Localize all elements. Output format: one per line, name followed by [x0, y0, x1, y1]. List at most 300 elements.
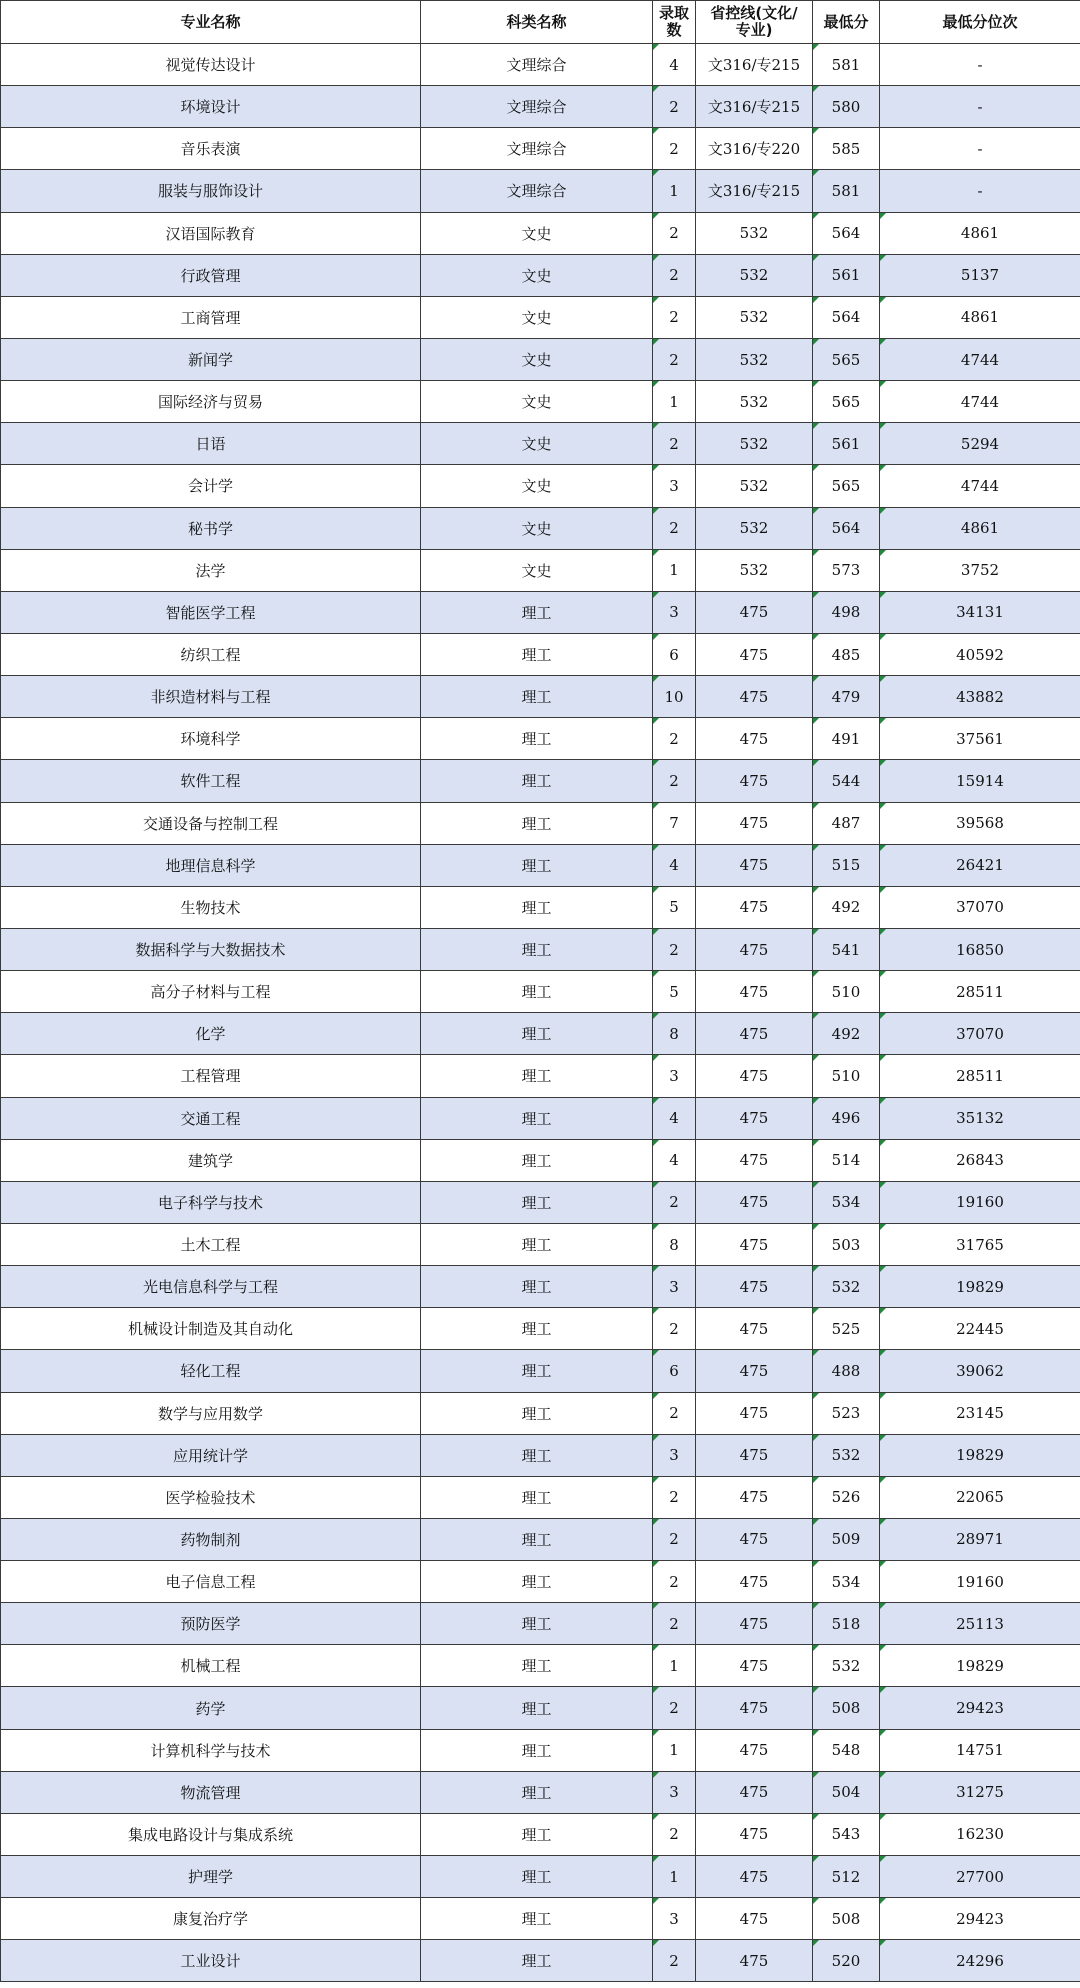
category-cell: 理工	[421, 591, 653, 633]
admitted-count-cell: 6	[653, 633, 696, 675]
lowest-score-cell: 520	[813, 1940, 880, 1982]
table-row	[1, 802, 1080, 844]
category-cell: 理工	[421, 1813, 653, 1855]
lowest-score-cell: 548	[813, 1729, 880, 1771]
admitted-count-cell: 2	[653, 928, 696, 970]
lowest-score-cell: 479	[813, 676, 880, 718]
lowest-rank-cell: 28511	[880, 1055, 1080, 1097]
control-line-cell: 475	[696, 633, 813, 675]
control-line-cell: 532	[696, 381, 813, 423]
lowest-rank-cell: 26843	[880, 1139, 1080, 1181]
lowest-rank-cell: 5137	[880, 254, 1080, 296]
major-name-cell: 交通设备与控制工程	[1, 802, 421, 844]
admitted-count-cell: 2	[653, 1476, 696, 1518]
lowest-rank-cell: 4744	[880, 338, 1080, 380]
major-name-cell: 新闻学	[1, 338, 421, 380]
table-row	[1, 170, 1080, 212]
lowest-score-cell: 534	[813, 1561, 880, 1603]
control-line-cell: 532	[696, 212, 813, 254]
header-major-name: 专业名称	[1, 1, 421, 44]
admitted-count-cell: 2	[653, 1940, 696, 1982]
admitted-count-cell: 6	[653, 1350, 696, 1392]
major-name-cell: 秘书学	[1, 507, 421, 549]
lowest-rank-cell: 19829	[880, 1645, 1080, 1687]
category-cell: 理工	[421, 633, 653, 675]
major-name-cell: 软件工程	[1, 760, 421, 802]
major-name-cell: 电子科学与技术	[1, 1181, 421, 1223]
lowest-rank-cell: 4861	[880, 212, 1080, 254]
table-row	[1, 507, 1080, 549]
admitted-count-cell: 2	[653, 1181, 696, 1223]
lowest-rank-cell: 37070	[880, 1013, 1080, 1055]
category-cell: 理工	[421, 1392, 653, 1434]
major-name-cell: 纺织工程	[1, 633, 421, 675]
major-name-cell: 工程管理	[1, 1055, 421, 1097]
control-line-cell: 532	[696, 254, 813, 296]
control-line-cell: 475	[696, 1561, 813, 1603]
control-line-cell: 475	[696, 1771, 813, 1813]
table-row	[1, 928, 1080, 970]
category-cell: 理工	[421, 1856, 653, 1898]
lowest-score-cell: 532	[813, 1645, 880, 1687]
lowest-rank-cell: 37070	[880, 886, 1080, 928]
lowest-rank-cell: -	[880, 128, 1080, 170]
major-name-cell: 工商管理	[1, 296, 421, 338]
category-cell: 理工	[421, 1308, 653, 1350]
lowest-score-cell: 565	[813, 465, 880, 507]
admitted-count-cell: 4	[653, 1139, 696, 1181]
lowest-rank-cell: 14751	[880, 1729, 1080, 1771]
control-line-cell: 475	[696, 591, 813, 633]
admitted-count-cell: 1	[653, 549, 696, 591]
header-row	[1, 1, 1080, 44]
control-line-cell: 475	[696, 718, 813, 760]
lowest-rank-cell: 19160	[880, 1561, 1080, 1603]
table-row	[1, 381, 1080, 423]
table-row	[1, 1518, 1080, 1560]
table-row	[1, 760, 1080, 802]
lowest-rank-cell: 16230	[880, 1813, 1080, 1855]
category-cell: 理工	[421, 1223, 653, 1265]
lowest-score-cell: 541	[813, 928, 880, 970]
major-name-cell: 化学	[1, 1013, 421, 1055]
lowest-rank-cell: 31765	[880, 1223, 1080, 1265]
admitted-count-cell: 2	[653, 212, 696, 254]
table-row	[1, 338, 1080, 380]
lowest-rank-cell: 3752	[880, 549, 1080, 591]
lowest-score-cell: 534	[813, 1181, 880, 1223]
control-line-cell: 475	[696, 1813, 813, 1855]
lowest-rank-cell: 35132	[880, 1097, 1080, 1139]
table-row	[1, 676, 1080, 718]
table-row	[1, 1940, 1080, 1982]
major-name-cell: 康复治疗学	[1, 1898, 421, 1940]
table-row	[1, 128, 1080, 170]
control-line-cell: 532	[696, 465, 813, 507]
admitted-count-cell: 4	[653, 1097, 696, 1139]
control-line-cell: 475	[696, 676, 813, 718]
category-cell: 理工	[421, 1434, 653, 1476]
admitted-count-cell: 2	[653, 296, 696, 338]
lowest-score-cell: 514	[813, 1139, 880, 1181]
control-line-cell: 475	[696, 1097, 813, 1139]
control-line-cell: 475	[696, 1603, 813, 1645]
table-row	[1, 1181, 1080, 1223]
category-cell: 理工	[421, 1771, 653, 1813]
category-cell: 文史	[421, 423, 653, 465]
major-name-cell: 会计学	[1, 465, 421, 507]
lowest-rank-cell: 4744	[880, 465, 1080, 507]
major-name-cell: 电子信息工程	[1, 1561, 421, 1603]
lowest-rank-cell: 43882	[880, 676, 1080, 718]
category-cell: 理工	[421, 844, 653, 886]
admitted-count-cell: 1	[653, 1729, 696, 1771]
major-name-cell: 集成电路设计与集成系统	[1, 1813, 421, 1855]
category-cell: 理工	[421, 1518, 653, 1560]
lowest-rank-cell: 16850	[880, 928, 1080, 970]
control-line-cell: 532	[696, 549, 813, 591]
lowest-score-cell: 543	[813, 1813, 880, 1855]
control-line-cell: 475	[696, 1308, 813, 1350]
lowest-score-cell: 523	[813, 1392, 880, 1434]
table-row	[1, 465, 1080, 507]
lowest-score-cell: 508	[813, 1687, 880, 1729]
admitted-count-cell: 4	[653, 844, 696, 886]
category-cell: 文史	[421, 507, 653, 549]
control-line-cell: 475	[696, 1055, 813, 1097]
lowest-rank-cell: 40592	[880, 633, 1080, 675]
table-body	[1, 44, 1080, 1982]
lowest-rank-cell: 31275	[880, 1771, 1080, 1813]
control-line-cell: 475	[696, 844, 813, 886]
category-cell: 理工	[421, 718, 653, 760]
major-name-cell: 高分子材料与工程	[1, 971, 421, 1013]
table-row	[1, 1645, 1080, 1687]
admitted-count-cell: 5	[653, 971, 696, 1013]
admitted-count-cell: 2	[653, 423, 696, 465]
table-row	[1, 1392, 1080, 1434]
control-line-cell: 532	[696, 423, 813, 465]
control-line-cell: 475	[696, 1392, 813, 1434]
category-cell: 文理综合	[421, 86, 653, 128]
category-cell: 理工	[421, 1898, 653, 1940]
lowest-rank-cell: 4861	[880, 507, 1080, 549]
header-lowest-score-rank: 最低分位次	[880, 1, 1080, 44]
lowest-score-cell: 504	[813, 1771, 880, 1813]
admitted-count-cell: 7	[653, 802, 696, 844]
control-line-cell: 475	[696, 886, 813, 928]
admitted-count-cell: 10	[653, 676, 696, 718]
category-cell: 文史	[421, 381, 653, 423]
lowest-score-cell: 564	[813, 212, 880, 254]
admitted-count-cell: 2	[653, 718, 696, 760]
category-cell: 理工	[421, 1729, 653, 1771]
lowest-rank-cell: 29423	[880, 1898, 1080, 1940]
category-cell: 文理综合	[421, 170, 653, 212]
lowest-rank-cell: 24296	[880, 1940, 1080, 1982]
admitted-count-cell: 2	[653, 507, 696, 549]
lowest-score-cell: 510	[813, 971, 880, 1013]
table-row	[1, 591, 1080, 633]
table-row	[1, 844, 1080, 886]
admitted-count-cell: 3	[653, 1055, 696, 1097]
lowest-score-cell: 564	[813, 507, 880, 549]
lowest-rank-cell: -	[880, 170, 1080, 212]
lowest-rank-cell: -	[880, 86, 1080, 128]
major-name-cell: 地理信息科学	[1, 844, 421, 886]
table-header	[1, 1, 1080, 44]
category-cell: 文史	[421, 296, 653, 338]
table-row	[1, 44, 1080, 86]
control-line-cell: 475	[696, 1856, 813, 1898]
lowest-score-cell: 492	[813, 1013, 880, 1055]
lowest-rank-cell: 29423	[880, 1687, 1080, 1729]
category-cell: 理工	[421, 1181, 653, 1223]
category-cell: 文史	[421, 212, 653, 254]
major-name-cell: 计算机科学与技术	[1, 1729, 421, 1771]
major-name-cell: 环境科学	[1, 718, 421, 760]
admitted-count-cell: 3	[653, 591, 696, 633]
header-admitted-count: 录取数	[653, 1, 696, 44]
lowest-score-cell: 581	[813, 44, 880, 86]
table-row	[1, 1898, 1080, 1940]
major-name-cell: 预防医学	[1, 1603, 421, 1645]
lowest-score-cell: 561	[813, 254, 880, 296]
table-row	[1, 254, 1080, 296]
major-name-cell: 物流管理	[1, 1771, 421, 1813]
admitted-count-cell: 1	[653, 170, 696, 212]
control-line-cell: 文316/专215	[696, 86, 813, 128]
lowest-score-cell: 491	[813, 718, 880, 760]
admitted-count-cell: 2	[653, 1392, 696, 1434]
table-row	[1, 1476, 1080, 1518]
control-line-cell: 475	[696, 1687, 813, 1729]
category-cell: 理工	[421, 1645, 653, 1687]
control-line-cell: 475	[696, 1139, 813, 1181]
category-cell: 理工	[421, 971, 653, 1013]
lowest-score-cell: 515	[813, 844, 880, 886]
lowest-rank-cell: 28511	[880, 971, 1080, 1013]
major-name-cell: 汉语国际教育	[1, 212, 421, 254]
control-line-cell: 475	[696, 1645, 813, 1687]
lowest-score-cell: 585	[813, 128, 880, 170]
lowest-score-cell: 532	[813, 1266, 880, 1308]
table-row	[1, 296, 1080, 338]
table-row	[1, 1350, 1080, 1392]
control-line-cell: 532	[696, 507, 813, 549]
major-name-cell: 音乐表演	[1, 128, 421, 170]
major-name-cell: 智能医学工程	[1, 591, 421, 633]
control-line-cell: 532	[696, 338, 813, 380]
lowest-score-cell: 485	[813, 633, 880, 675]
lowest-rank-cell: 39568	[880, 802, 1080, 844]
control-line-cell: 475	[696, 1350, 813, 1392]
table-row	[1, 1561, 1080, 1603]
major-name-cell: 轻化工程	[1, 1350, 421, 1392]
admitted-count-cell: 2	[653, 1813, 696, 1855]
major-name-cell: 服装与服饰设计	[1, 170, 421, 212]
major-name-cell: 机械设计制造及其自动化	[1, 1308, 421, 1350]
admitted-count-cell: 8	[653, 1013, 696, 1055]
category-cell: 文史	[421, 549, 653, 591]
category-cell: 文理综合	[421, 44, 653, 86]
control-line-cell: 475	[696, 1476, 813, 1518]
category-cell: 理工	[421, 1013, 653, 1055]
major-name-cell: 日语	[1, 423, 421, 465]
control-line-cell: 475	[696, 1013, 813, 1055]
category-cell: 理工	[421, 928, 653, 970]
category-cell: 文史	[421, 465, 653, 507]
category-cell: 理工	[421, 886, 653, 928]
lowest-score-cell: 573	[813, 549, 880, 591]
control-line-cell: 文316/专215	[696, 44, 813, 86]
lowest-rank-cell: 19160	[880, 1181, 1080, 1223]
admitted-count-cell: 2	[653, 254, 696, 296]
lowest-score-cell: 492	[813, 886, 880, 928]
lowest-score-cell: 532	[813, 1434, 880, 1476]
category-cell: 文史	[421, 254, 653, 296]
table-row	[1, 1266, 1080, 1308]
category-cell: 文理综合	[421, 128, 653, 170]
lowest-score-cell: 565	[813, 338, 880, 380]
lowest-rank-cell: 34131	[880, 591, 1080, 633]
admitted-count-cell: 2	[653, 1561, 696, 1603]
admitted-count-cell: 2	[653, 1603, 696, 1645]
table-row	[1, 1771, 1080, 1813]
category-cell: 理工	[421, 1266, 653, 1308]
major-name-cell: 法学	[1, 549, 421, 591]
admitted-count-cell: 3	[653, 1434, 696, 1476]
table-row	[1, 1687, 1080, 1729]
major-name-cell: 药物制剂	[1, 1518, 421, 1560]
category-cell: 理工	[421, 802, 653, 844]
major-name-cell: 建筑学	[1, 1139, 421, 1181]
major-name-cell: 行政管理	[1, 254, 421, 296]
lowest-score-cell: 488	[813, 1350, 880, 1392]
control-line-cell: 475	[696, 1181, 813, 1223]
table-row	[1, 86, 1080, 128]
control-line-cell: 475	[696, 1223, 813, 1265]
lowest-score-cell: 580	[813, 86, 880, 128]
lowest-rank-cell: 26421	[880, 844, 1080, 886]
major-name-cell: 医学检验技术	[1, 1476, 421, 1518]
major-name-cell: 土木工程	[1, 1223, 421, 1265]
lowest-score-cell: 487	[813, 802, 880, 844]
major-name-cell: 工业设计	[1, 1940, 421, 1982]
category-cell: 理工	[421, 1940, 653, 1982]
lowest-rank-cell: 5294	[880, 423, 1080, 465]
category-cell: 理工	[421, 676, 653, 718]
lowest-rank-cell: 23145	[880, 1392, 1080, 1434]
lowest-score-cell: 503	[813, 1223, 880, 1265]
table-row	[1, 1139, 1080, 1181]
lowest-rank-cell: -	[880, 44, 1080, 86]
admitted-count-cell: 3	[653, 1771, 696, 1813]
major-name-cell: 生物技术	[1, 886, 421, 928]
lowest-score-cell: 496	[813, 1097, 880, 1139]
lowest-rank-cell: 25113	[880, 1603, 1080, 1645]
category-cell: 理工	[421, 1687, 653, 1729]
lowest-score-cell: 564	[813, 296, 880, 338]
category-cell: 理工	[421, 1603, 653, 1645]
lowest-rank-cell: 19829	[880, 1266, 1080, 1308]
major-name-cell: 非织造材料与工程	[1, 676, 421, 718]
control-line-cell: 532	[696, 296, 813, 338]
table-row	[1, 971, 1080, 1013]
lowest-rank-cell: 22445	[880, 1308, 1080, 1350]
admitted-count-cell: 4	[653, 44, 696, 86]
lowest-score-cell: 508	[813, 1898, 880, 1940]
admitted-count-cell: 8	[653, 1223, 696, 1265]
major-name-cell: 数学与应用数学	[1, 1392, 421, 1434]
admitted-count-cell: 2	[653, 1687, 696, 1729]
lowest-rank-cell: 19829	[880, 1434, 1080, 1476]
admitted-count-cell: 3	[653, 1266, 696, 1308]
admitted-count-cell: 1	[653, 1645, 696, 1687]
admitted-count-cell: 5	[653, 886, 696, 928]
table-row	[1, 1434, 1080, 1476]
lowest-score-cell: 510	[813, 1055, 880, 1097]
category-cell: 理工	[421, 1139, 653, 1181]
major-name-cell: 数据科学与大数据技术	[1, 928, 421, 970]
admitted-count-cell: 2	[653, 338, 696, 380]
category-cell: 理工	[421, 1097, 653, 1139]
header-provincial-control-line: 省控线(文化/专业)	[696, 1, 813, 44]
control-line-cell: 475	[696, 971, 813, 1013]
control-line-cell: 475	[696, 802, 813, 844]
table-row	[1, 1097, 1080, 1139]
lowest-rank-cell: 28971	[880, 1518, 1080, 1560]
lowest-rank-cell: 39062	[880, 1350, 1080, 1392]
table-row	[1, 423, 1080, 465]
lowest-rank-cell: 27700	[880, 1856, 1080, 1898]
table-row	[1, 549, 1080, 591]
control-line-cell: 475	[696, 1898, 813, 1940]
category-cell: 理工	[421, 760, 653, 802]
major-name-cell: 机械工程	[1, 1645, 421, 1687]
admitted-count-cell: 2	[653, 86, 696, 128]
control-line-cell: 475	[696, 1266, 813, 1308]
control-line-cell: 475	[696, 928, 813, 970]
major-name-cell: 光电信息科学与工程	[1, 1266, 421, 1308]
control-line-cell: 475	[696, 1729, 813, 1771]
admitted-count-cell: 3	[653, 1898, 696, 1940]
major-name-cell: 国际经济与贸易	[1, 381, 421, 423]
admitted-count-cell: 1	[653, 1856, 696, 1898]
admitted-count-cell: 1	[653, 381, 696, 423]
lowest-rank-cell: 4861	[880, 296, 1080, 338]
lowest-rank-cell: 15914	[880, 760, 1080, 802]
lowest-score-cell: 526	[813, 1476, 880, 1518]
lowest-score-cell: 525	[813, 1308, 880, 1350]
table-row	[1, 718, 1080, 760]
lowest-rank-cell: 37561	[880, 718, 1080, 760]
table-row	[1, 1813, 1080, 1855]
table-row	[1, 1013, 1080, 1055]
category-cell: 理工	[421, 1476, 653, 1518]
major-name-cell: 护理学	[1, 1856, 421, 1898]
lowest-score-cell: 565	[813, 381, 880, 423]
admitted-count-cell: 2	[653, 128, 696, 170]
table-row	[1, 1856, 1080, 1898]
lowest-score-cell: 498	[813, 591, 880, 633]
control-line-cell: 475	[696, 1434, 813, 1476]
major-name-cell: 交通工程	[1, 1097, 421, 1139]
lowest-score-cell: 581	[813, 170, 880, 212]
lowest-rank-cell: 22065	[880, 1476, 1080, 1518]
major-name-cell: 视觉传达设计	[1, 44, 421, 86]
major-name-cell: 应用统计学	[1, 1434, 421, 1476]
